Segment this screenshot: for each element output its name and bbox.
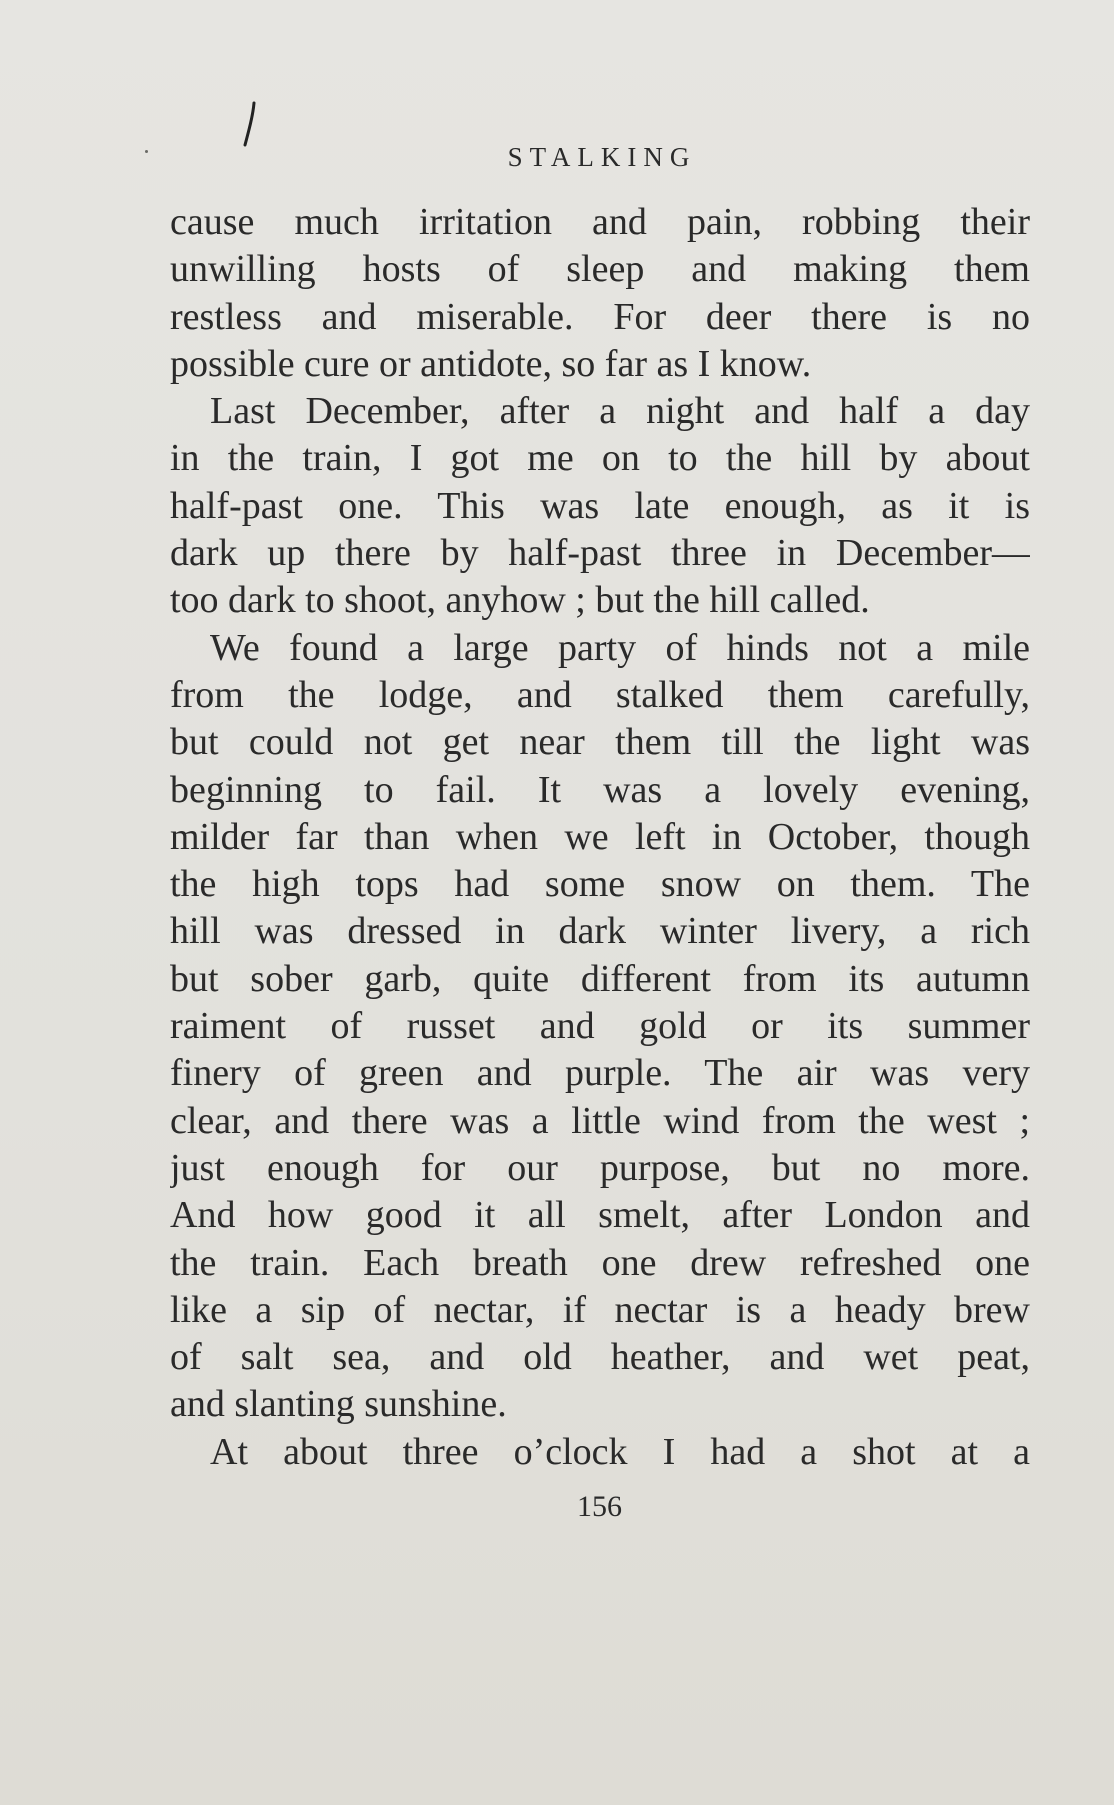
text-line: and slanting sunshine. bbox=[170, 1383, 507, 1426]
text-line: restless and miserable. For deer there is no bbox=[170, 295, 1030, 338]
text-line: but could not get near them till the light was bbox=[170, 721, 1030, 764]
page-number: 156 bbox=[577, 1490, 622, 1523]
running-head: STALKING bbox=[507, 142, 697, 172]
text-line: the train. Each breath one drew refreshed one bbox=[170, 1241, 1030, 1284]
text-line: hill was dressed in dark winter livery, a rich bbox=[170, 910, 1030, 953]
text-line: in the train, I got me on to the hill by about bbox=[170, 437, 1030, 480]
text-line: the high tops had some snow on them. The bbox=[170, 863, 1030, 906]
text-line: but sober garb, quite different from its autumn bbox=[170, 957, 1030, 1000]
text-line: milder far than when we left in October, though bbox=[170, 815, 1030, 858]
text-line: of salt sea, and old heather, and wet peat, bbox=[170, 1336, 1030, 1379]
text-line: raiment of russet and gold or its summer bbox=[170, 1005, 1030, 1048]
text-line: possible cure or antidote, so far as I know. bbox=[170, 342, 812, 385]
text-line: half-past one. This was late enough, as it is bbox=[170, 484, 1030, 527]
text-line: beginning to fail. It was a lovely evening, bbox=[170, 768, 1030, 811]
text-line: clear, and there was a little wind from the west ; bbox=[170, 1099, 1030, 1142]
text-line: cause much irritation and pain, robbing their bbox=[170, 201, 1030, 243]
text-line: from the lodge, and stalked them carefully, bbox=[170, 673, 1030, 716]
text-line: too dark to shoot, anyhow ; but the hill called. bbox=[170, 579, 870, 622]
text-line: unwilling hosts of sleep and making them bbox=[170, 248, 1030, 291]
text-line: And how good it all smelt, after London and bbox=[170, 1194, 1030, 1237]
text-line: We found a large party of hinds not a mile bbox=[210, 626, 1030, 669]
text-line: like a sip of nectar, if nectar is a heady brew bbox=[170, 1288, 1030, 1331]
body-text bbox=[170, 199, 1030, 1476]
text-line: At about three o’clock I had a shot at a bbox=[210, 1430, 1030, 1473]
text-line: dark up there by half-past three in December— bbox=[170, 532, 1030, 575]
text-line: just enough for our purpose, but no more. bbox=[170, 1146, 1030, 1189]
text-line: Last December, after a night and half a day bbox=[210, 390, 1030, 433]
text-line: finery of green and purple. The air was very bbox=[170, 1052, 1030, 1095]
